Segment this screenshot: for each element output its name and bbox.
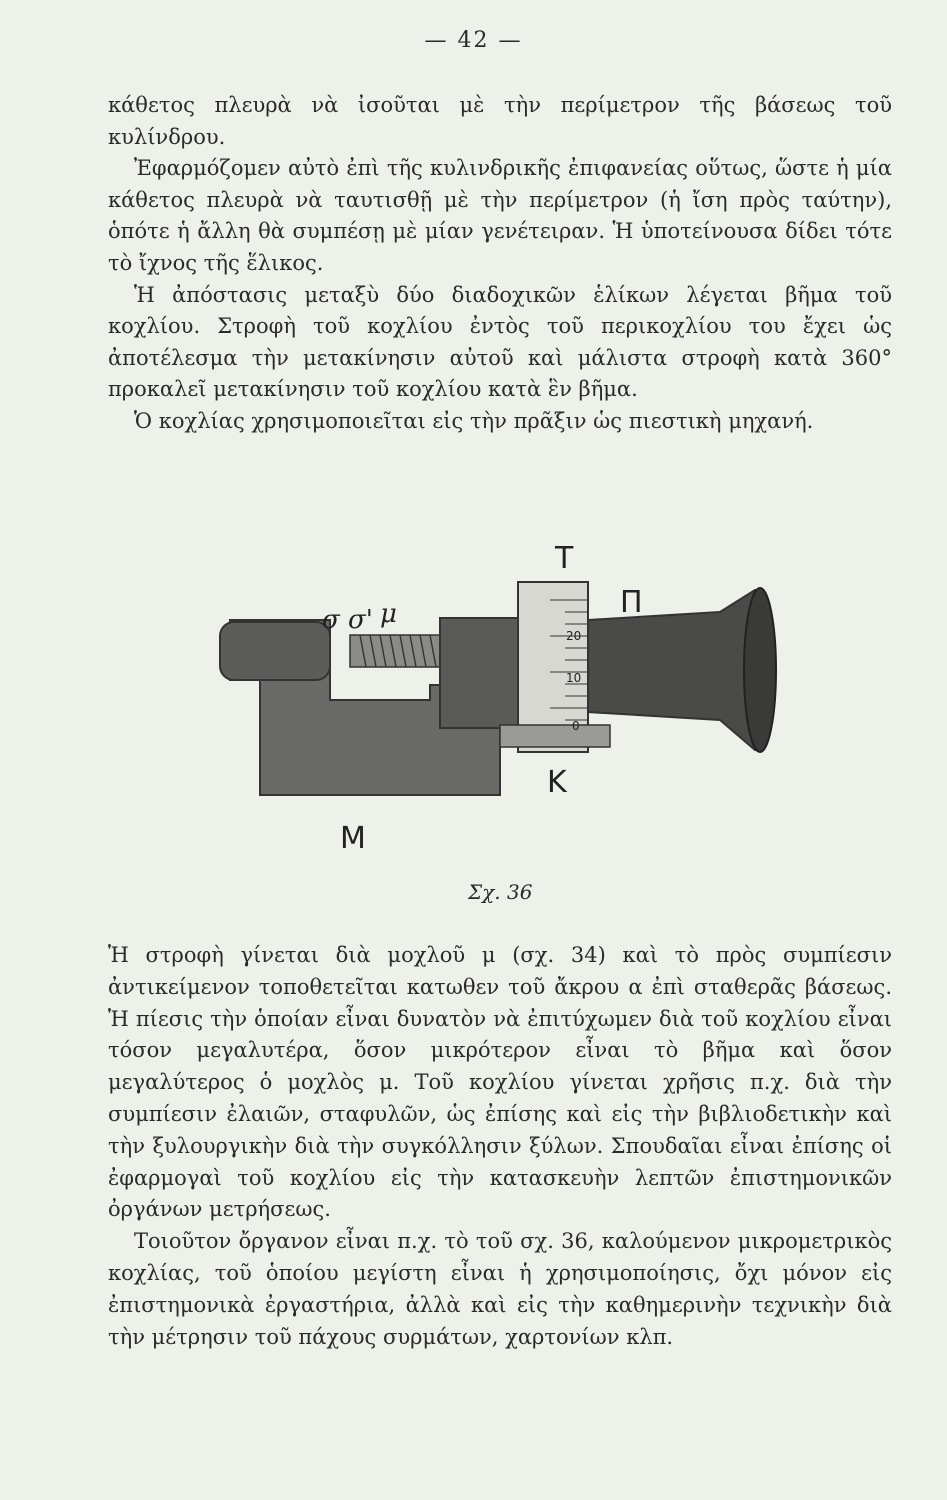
micrometer-figure <box>200 530 800 890</box>
label-M: M <box>340 821 366 856</box>
anvil-shape <box>220 622 330 680</box>
scale-mark: 20 <box>566 629 582 643</box>
text-block-top <box>108 90 892 438</box>
label-sigma: σ σ' <box>322 605 373 635</box>
barrel-shape <box>588 590 760 750</box>
label-Pi: Π <box>620 585 643 620</box>
paragraph: Ἐφαρμόζομεν αὐτὸ ἐπὶ τῆς κυλινδρικῆς ἐπιφανείας οὕτως, ὥστε ἡ μία κάθετος πλευρὰ νὰ ταυτισθῇ μὲ τὴν περίμετρον (ἡ ἴση πρὸς ταύτην), ὁπότε ἡ ἄλλη θὰ συμπέσῃ μὲ μίαν γενέτειραν. Ἡ ὑποτείνουσα δίδει τότε τὸ ἴχνος τῆς ἕλικος. <box>108 156 892 275</box>
sleeve-shape <box>440 618 520 728</box>
label-K: K <box>547 765 567 800</box>
knurl-shape <box>500 725 610 747</box>
label-T: T <box>555 541 574 576</box>
scale-mark: 0 <box>572 719 580 733</box>
paragraph: Ἡ ἀπόστασις μεταξὺ δύο διαδοχικῶν ἑλίκων λέγεται βῆμα τοῦ κοχλίου. Στροφὴ τοῦ κοχλίου ἐντὸς τοῦ περικοχλίου του ἔχει ὡς ἀποτέλεσμα τὴν μετακίνησιν αὐτοῦ καὶ μάλιστα στροφὴ κατὰ 360° προκαλεῖ μετακίνησιν τοῦ κοχλίου κατὰ ἓν βῆμα. <box>108 282 892 402</box>
figure-caption: Σχ. 36 <box>468 880 533 904</box>
label-mu: μ <box>380 599 397 629</box>
micrometer-illustration <box>200 530 800 890</box>
page-number: — 42 — <box>424 28 523 53</box>
text-block-bottom <box>108 940 892 1353</box>
ratchet-shape <box>744 588 776 752</box>
scale-mark: 10 <box>566 671 582 685</box>
paragraph: Ὁ κοχλίας χρησιμοποιεῖται εἰς τὴν πρᾶξιν ὡς πιεστικὴ μηχανή. <box>134 408 814 433</box>
paragraph: κάθετος πλευρὰ νὰ ἰσοῦται μὲ τὴν περίμετρον τῆς βάσεως τοῦ κυλίνδρου. <box>108 93 892 149</box>
paragraph: Τοιοῦτον ὄργανον εἶναι π.χ. τὸ τοῦ σχ. 36, καλούμενον μικρομετρικὸς κοχλίας, τοῦ ὁποίου μεγίστη εἶναι ἡ χρησιμοποίησις, ὄχι μόνον εἰς ἐπιστημονικὰ ἐργαστήρια, ἀλλὰ καὶ εἰς τὴν καθημερινὴν τεχνικὴν διὰ τὴν μέτρησιν τοῦ πάχους συρμάτων, χαρτονίων κλπ. <box>108 1229 892 1349</box>
paragraph: Ἡ στροφὴ γίνεται διὰ μοχλοῦ μ (σχ. 34) καὶ τὸ πρὸς συμπίεσιν ἀντικείμενον τοποθετεῖται κατωθεν τοῦ ἄκρου α ἐπὶ σταθερᾶς βάσεως. Ἡ πίεσις τὴν ὁποίαν εἶναι δυνατὸν νὰ ἐπιτύχωμεν διὰ τοῦ κοχλίου εἶναι τόσον μεγαλυτέρα, ὅσον μικρότερον εἶναι τὸ βῆμα καὶ ὅσον μεγαλύτερος ὁ μοχλὸς μ. Τοῦ κοχλίου γίνεται χρῆσις π.χ. διὰ τὴν συμπίεσιν ἐλαιῶν, σταφυλῶν, ὡς ἐπίσης καὶ εἰς τὴν βιβλιοδετικὴν καὶ τὴν ξυλουργικὴν διὰ τὴν συγκόλλησιν ξύλων. Σπουδαῖαι εἶναι ἐπίσης οἱ ἐφαρμογαὶ τοῦ κοχλίου εἰς τὴν κατασκευὴν λεπτῶν ἐπιστημονικῶν ὀργάνων μετρήσεως. <box>108 943 892 1222</box>
